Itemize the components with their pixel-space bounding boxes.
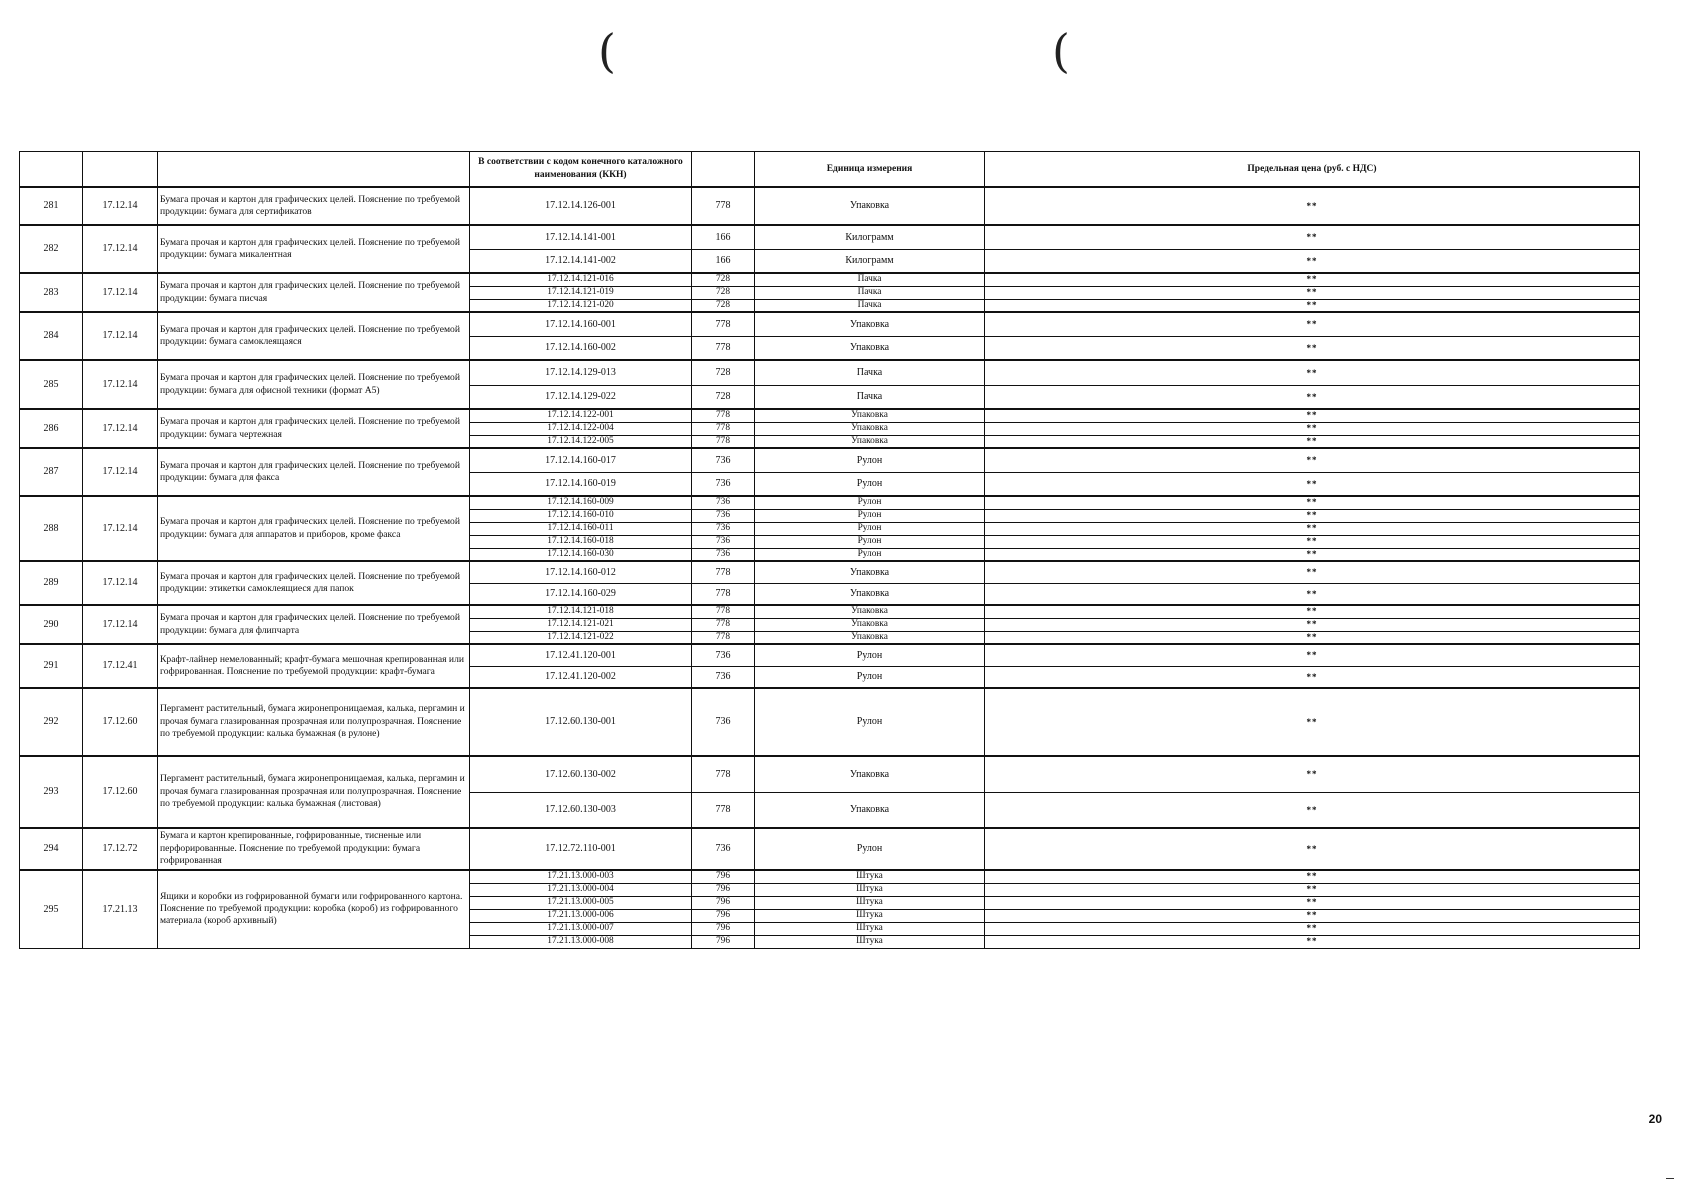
kkn-code: 17.21.13.000-007 [470,922,692,935]
kkn-code: 17.12.14.122-004 [470,422,692,435]
kkn-code: 17.12.14.160-018 [470,535,692,548]
okei-code: 796 [692,896,755,909]
okei-code: 736 [692,448,755,472]
price-mark: ** [985,870,1640,883]
kkn-code: 17.12.14.160-009 [470,496,692,509]
header-kkn: В соответствии с кодом конечного каталожного наименования (ККН) [470,152,692,188]
okei-code: 728 [692,286,755,299]
entry-group [20,312,1640,360]
item-description: Ящики и коробки из гофрированной бумаги или гофрированного картона. Пояснение по требуемой продукции: коробка (короб) из гофрированного материала (короб архивный) [158,870,470,948]
kkn-code: 17.12.41.120-001 [470,644,692,666]
unit-name: Рулон [755,535,985,548]
item-description: Бумага прочая и картон для графических целей. Пояснение по требуемой продукции: бумага микалентная [158,225,470,273]
entry-number: 284 [20,312,83,360]
price-table [19,151,1640,949]
entry-number: 293 [20,756,83,828]
unit-name: Упаковка [755,336,985,360]
okei-code: 778 [692,422,755,435]
price-mark: ** [985,409,1640,422]
edge-mark [1666,1178,1674,1179]
okpd-code: 17.21.13 [83,870,158,948]
unit-name: Упаковка [755,605,985,618]
unit-name: Килограмм [755,225,985,249]
entry-number: 281 [20,187,83,225]
unit-name: Рулон [755,448,985,472]
okei-code: 728 [692,273,755,286]
entry-group [20,448,1640,496]
unit-name: Рулон [755,522,985,535]
entry-number: 286 [20,409,83,448]
kkn-code: 17.12.14.121-022 [470,631,692,644]
price-mark: ** [985,187,1640,225]
header-unit: Единица измерения [755,152,985,188]
header-number [20,152,83,188]
entry-group [20,409,1640,448]
entry-number: 283 [20,273,83,312]
entry-number: 282 [20,225,83,273]
okpd-code: 17.12.14 [83,496,158,561]
price-mark: ** [985,509,1640,522]
price-mark: ** [985,225,1640,249]
table-row [20,409,1640,422]
price-mark: ** [985,299,1640,312]
item-description: Бумага прочая и картон для графических целей. Пояснение по требуемой продукции: бумага писчая [158,273,470,312]
item-description: Пергамент растительный, бумага жиронепроницаемая, калька, пергамин и прочая бумага глазированная прозрачная или полупрозрачная. Пояснение по требуемой продукции: калька бумажная (в рулоне) [158,688,470,756]
price-mark: ** [985,535,1640,548]
price-mark: ** [985,448,1640,472]
unit-name: Пачка [755,360,985,385]
entry-group [20,605,1640,644]
table-header-row [20,152,1640,188]
okei-code: 778 [692,187,755,225]
okei-code: 736 [692,522,755,535]
okei-code: 796 [692,922,755,935]
okpd-code: 17.12.14 [83,273,158,312]
unit-name: Рулон [755,472,985,496]
unit-name: Упаковка [755,583,985,605]
price-mark: ** [985,828,1640,870]
price-mark: ** [985,496,1640,509]
okei-code: 778 [692,631,755,644]
okei-code: 778 [692,605,755,618]
unit-name: Рулон [755,666,985,688]
okei-code: 736 [692,644,755,666]
unit-name: Штука [755,935,985,948]
table-row [20,828,1640,870]
entry-group [20,561,1640,605]
price-mark: ** [985,286,1640,299]
table-row [20,561,1640,583]
kkn-code: 17.12.14.129-013 [470,360,692,385]
item-description: Бумага прочая и картон для графических целей. Пояснение по требуемой продукции: бумага для офисной техники (формат А5) [158,360,470,409]
price-mark: ** [985,618,1640,631]
okei-code: 166 [692,225,755,249]
unit-name: Рулон [755,688,985,756]
unit-name: Штука [755,896,985,909]
price-mark: ** [985,756,1640,792]
table-row [20,360,1640,385]
unit-name: Рулон [755,496,985,509]
kkn-code: 17.12.14.121-016 [470,273,692,286]
unit-name: Пачка [755,286,985,299]
item-description: Бумага прочая и картон для графических целей. Пояснение по требуемой продукции: бумага для флипчарта [158,605,470,644]
price-mark: ** [985,583,1640,605]
kkn-code: 17.21.13.000-005 [470,896,692,909]
entry-number: 289 [20,561,83,605]
okei-code: 736 [692,688,755,756]
header-okei-code [692,152,755,188]
unit-name: Упаковка [755,435,985,448]
header-price: Предельная цена (руб. с НДС) [985,152,1640,188]
okpd-code: 17.12.14 [83,605,158,644]
page-number: 20 [1648,1112,1662,1126]
header-description [158,152,470,188]
price-mark: ** [985,935,1640,948]
price-mark: ** [985,561,1640,583]
entry-group [20,870,1640,948]
kkn-code: 17.12.14.160-017 [470,448,692,472]
price-mark: ** [985,605,1640,618]
scan-mark-right: ( [1052,24,1070,78]
entry-group [20,273,1640,312]
entry-number: 285 [20,360,83,409]
table-row [20,756,1640,792]
price-mark: ** [985,435,1640,448]
unit-name: Упаковка [755,312,985,336]
kkn-code: 17.12.14.121-021 [470,618,692,631]
entry-group [20,756,1640,828]
unit-name: Пачка [755,299,985,312]
unit-name: Штука [755,922,985,935]
okei-code: 796 [692,883,755,896]
okei-code: 736 [692,828,755,870]
okei-code: 778 [692,409,755,422]
entry-group [20,688,1640,756]
price-mark: ** [985,249,1640,273]
table-row [20,605,1640,618]
price-mark: ** [985,360,1640,385]
unit-name: Рулон [755,509,985,522]
unit-name: Штука [755,870,985,883]
kkn-code: 17.12.14.121-019 [470,286,692,299]
entry-number: 288 [20,496,83,561]
unit-name: Упаковка [755,618,985,631]
unit-name: Пачка [755,273,985,286]
okpd-code: 17.12.60 [83,756,158,828]
entry-group [20,496,1640,561]
price-mark: ** [985,922,1640,935]
scan-mark-left: ( [598,24,616,78]
kkn-code: 17.12.14.129-022 [470,385,692,409]
item-description: Пергамент растительный, бумага жиронепроницаемая, калька, пергамин и прочая бумага глазированная прозрачная или полупрозрачная. Пояснение по требуемой продукции: калька бумажная (листовая) [158,756,470,828]
price-mark: ** [985,792,1640,828]
okei-code: 796 [692,870,755,883]
kkn-code: 17.12.14.121-018 [470,605,692,618]
kkn-code: 17.21.13.000-006 [470,909,692,922]
okpd-code: 17.12.41 [83,644,158,688]
kkn-code: 17.21.13.000-008 [470,935,692,948]
table-row [20,688,1640,756]
entry-group [20,225,1640,273]
unit-name: Упаковка [755,792,985,828]
unit-name: Рулон [755,828,985,870]
unit-name: Упаковка [755,422,985,435]
unit-name: Пачка [755,385,985,409]
item-description: Крафт-лайнер немелованный; крафт-бумага мешочная крепированная или гофрированная. Пояснение по требуемой продукции: крафт-бумага [158,644,470,688]
table-row [20,312,1640,336]
okei-code: 728 [692,385,755,409]
okpd-code: 17.12.60 [83,688,158,756]
okei-code: 736 [692,472,755,496]
unit-name: Килограмм [755,249,985,273]
price-mark: ** [985,312,1640,336]
entry-number: 290 [20,605,83,644]
table-row [20,273,1640,286]
okpd-code: 17.12.14 [83,448,158,496]
okpd-code: 17.12.72 [83,828,158,870]
okei-code: 778 [692,561,755,583]
item-description: Бумага и картон крепированные, гофрированные, тисненые или перфорированные. Пояснение по требуемой продукции: бумага гофрированная [158,828,470,870]
price-mark: ** [985,883,1640,896]
kkn-code: 17.12.14.160-012 [470,561,692,583]
price-mark: ** [985,385,1640,409]
okpd-code: 17.12.14 [83,409,158,448]
okei-code: 778 [692,618,755,631]
entry-group [20,644,1640,688]
okei-code: 778 [692,435,755,448]
entry-number: 287 [20,448,83,496]
item-description: Бумага прочая и картон для графических целей. Пояснение по требуемой продукции: бумага чертежная [158,409,470,448]
unit-name: Упаковка [755,187,985,225]
okpd-code: 17.12.14 [83,360,158,409]
okei-code: 736 [692,535,755,548]
okei-code: 736 [692,496,755,509]
price-mark: ** [985,273,1640,286]
okei-code: 778 [692,312,755,336]
entry-number: 291 [20,644,83,688]
price-mark: ** [985,522,1640,535]
kkn-code: 17.12.60.130-003 [470,792,692,828]
header-okpd [83,152,158,188]
price-mark: ** [985,688,1640,756]
kkn-code: 17.12.41.120-002 [470,666,692,688]
table-row [20,496,1640,509]
price-mark: ** [985,896,1640,909]
item-description: Бумага прочая и картон для графических целей. Пояснение по требуемой продукции: бумага самоклеящаяся [158,312,470,360]
okei-code: 166 [692,249,755,273]
kkn-code: 17.21.13.000-004 [470,883,692,896]
unit-name: Упаковка [755,561,985,583]
okei-code: 736 [692,548,755,561]
price-mark: ** [985,666,1640,688]
unit-name: Упаковка [755,756,985,792]
kkn-code: 17.12.60.130-001 [470,688,692,756]
price-mark: ** [985,336,1640,360]
kkn-code: 17.12.14.160-002 [470,336,692,360]
kkn-code: 17.12.14.160-001 [470,312,692,336]
table-row [20,448,1640,472]
table-row [20,644,1640,666]
item-description: Бумага прочая и картон для графических целей. Пояснение по требуемой продукции: этикетки самоклеящиеся для папок [158,561,470,605]
unit-name: Рулон [755,644,985,666]
kkn-code: 17.12.14.121-020 [470,299,692,312]
price-mark: ** [985,422,1640,435]
unit-name: Штука [755,883,985,896]
price-mark: ** [985,909,1640,922]
kkn-code: 17.12.60.130-002 [470,756,692,792]
okei-code: 778 [692,792,755,828]
entry-group [20,360,1640,409]
entry-number: 294 [20,828,83,870]
kkn-code: 17.12.14.160-011 [470,522,692,535]
okei-code: 796 [692,935,755,948]
table-row [20,187,1640,225]
okei-code: 736 [692,509,755,522]
okpd-code: 17.12.14 [83,187,158,225]
entry-group [20,828,1640,870]
kkn-code: 17.12.14.141-002 [470,249,692,273]
unit-name: Рулон [755,548,985,561]
item-description: Бумага прочая и картон для графических целей. Пояснение по требуемой продукции: бумага для аппаратов и приборов, кроме факса [158,496,470,561]
okei-code: 778 [692,756,755,792]
kkn-code: 17.12.14.122-005 [470,435,692,448]
table-row [20,870,1640,883]
table-row [20,225,1640,249]
unit-name: Упаковка [755,631,985,644]
okei-code: 728 [692,360,755,385]
kkn-code: 17.12.14.126-001 [470,187,692,225]
okei-code: 796 [692,909,755,922]
okpd-code: 17.12.14 [83,312,158,360]
kkn-code: 17.12.14.160-019 [470,472,692,496]
entry-number: 292 [20,688,83,756]
unit-name: Упаковка [755,409,985,422]
item-description: Бумага прочая и картон для графических целей. Пояснение по требуемой продукции: бумага для факса [158,448,470,496]
okei-code: 728 [692,299,755,312]
kkn-code: 17.12.72.110-001 [470,828,692,870]
kkn-code: 17.12.14.141-001 [470,225,692,249]
okpd-code: 17.12.14 [83,561,158,605]
okei-code: 778 [692,583,755,605]
entry-group [20,187,1640,225]
kkn-code: 17.12.14.160-010 [470,509,692,522]
unit-name: Штука [755,909,985,922]
okei-code: 778 [692,336,755,360]
kkn-code: 17.21.13.000-003 [470,870,692,883]
item-description: Бумага прочая и картон для графических целей. Пояснение по требуемой продукции: бумага для сертификатов [158,187,470,225]
price-mark: ** [985,548,1640,561]
kkn-code: 17.12.14.160-030 [470,548,692,561]
price-mark: ** [985,472,1640,496]
price-mark: ** [985,644,1640,666]
entry-number: 295 [20,870,83,948]
okpd-code: 17.12.14 [83,225,158,273]
kkn-code: 17.12.14.122-001 [470,409,692,422]
price-mark: ** [985,631,1640,644]
okei-code: 736 [692,666,755,688]
kkn-code: 17.12.14.160-029 [470,583,692,605]
